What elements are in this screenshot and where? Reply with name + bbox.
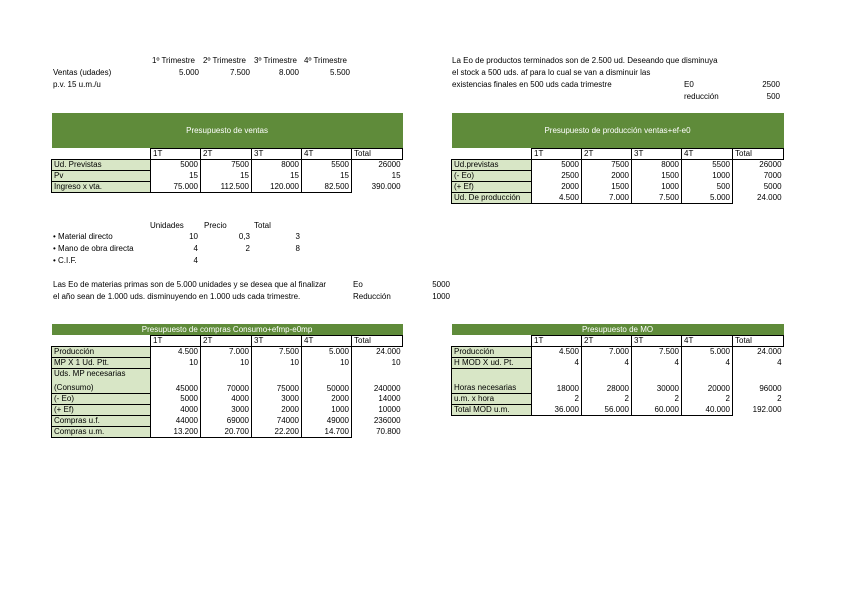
sales-cell: 75.000 [151, 182, 201, 193]
mp-reduction-value: 1000 [432, 292, 450, 301]
purch-cell: 44000 [151, 416, 201, 427]
purch-cell [302, 369, 352, 380]
purch-cell: 13.200 [151, 427, 201, 438]
mo-cell: 4.500 [532, 347, 582, 358]
purch-hdr-2t: 2T [201, 336, 252, 347]
mo-cell: 28000 [582, 379, 632, 394]
purch-cell: 1000 [302, 405, 352, 416]
purch-cell: 10 [151, 358, 201, 369]
mo-hdr-4t: 4T [682, 336, 733, 347]
prod-cell: 8000 [632, 160, 682, 171]
cost-price: 0,3 [238, 232, 250, 241]
prod-cell: 1000 [682, 171, 733, 182]
prod-cell: 2000 [532, 182, 582, 193]
purch-cell: 75000 [252, 379, 302, 394]
prod-cell-total: 7000 [763, 171, 782, 180]
mo-cell: 4 [682, 358, 733, 369]
prod-cell: 7.500 [632, 193, 682, 204]
mo-cell: 20000 [682, 379, 733, 394]
mo-cell: 2 [632, 394, 682, 405]
purch-cell: 5.000 [302, 347, 352, 358]
purch-cell: 20.700 [201, 427, 252, 438]
cost-item-label: Material directo [58, 232, 113, 241]
purch-cell: 45000 [151, 379, 201, 394]
quarter-header-3: 3º Trimestre [254, 56, 297, 65]
purch-cell: 10 [302, 358, 352, 369]
sales-hdr-4t: 4T [302, 149, 352, 160]
mo-budget-title: Presupuesto de MO [452, 324, 784, 336]
purch-cell-total [352, 369, 403, 380]
mo-cell: 4 [582, 358, 632, 369]
prod-cell: 5500 [682, 160, 733, 171]
mp-eo-label: Eo [353, 280, 363, 289]
purch-row-label: (- Eo) [52, 394, 151, 405]
cost-price: 2 [245, 244, 250, 253]
sales-cell: 15 [252, 171, 302, 182]
cost-hdr-total: Total [254, 221, 271, 230]
purch-cell-total: 14000 [378, 394, 401, 403]
cost-units: 4 [193, 244, 198, 253]
prod-cell-total: 5000 [763, 182, 782, 191]
purch-cell: 14.700 [302, 427, 352, 438]
mo-budget-table [451, 324, 784, 416]
mo-cell: 18000 [532, 379, 582, 394]
mo-cell: 7.500 [632, 347, 682, 358]
purch-cell [151, 369, 201, 380]
quarter-header-2: 2º Trimestre [203, 56, 246, 65]
purch-cell-total: 240000 [373, 383, 401, 393]
sales-units-q3: 8.000 [278, 68, 299, 77]
prod-cell: 5.000 [682, 193, 733, 204]
sales-cell: 82.500 [302, 182, 352, 193]
sales-row-label: Ingreso x vta. [52, 182, 151, 193]
purch-row-label: MP X 1 Ud. Ptt. [52, 358, 151, 369]
note-line-1: La Eo de productos terminados son de 2.500 ud. Deseando que disminuya [452, 56, 718, 65]
purch-hdr-total: Total [352, 336, 403, 347]
purch-cell-total: 24.000 [376, 347, 401, 357]
production-budget-title: Presupuesto de producción ventas+ef-e0 [452, 113, 784, 149]
purch-cell-total: 70.800 [376, 427, 401, 436]
mo-cell-total: 2 [777, 394, 782, 403]
mo-cell-total: 96000 [759, 383, 782, 393]
purch-cell [252, 369, 302, 380]
quarter-header-4: 4º Trimestre [304, 56, 347, 65]
mo-hdr-2t: 2T [582, 336, 632, 347]
mo-cell: 56.000 [582, 405, 632, 416]
prod-cell: 4.500 [532, 193, 582, 204]
sales-hdr-total: Total [352, 149, 403, 160]
purch-cell: 5000 [151, 394, 201, 405]
sales-cell: 15 [151, 171, 201, 182]
quarter-header-1: 1º Trimestre [152, 56, 195, 65]
mo-hdr-1t: 1T [532, 336, 582, 347]
purch-cell: 4000 [201, 394, 252, 405]
purch-row-label: Compras u.m. [52, 427, 151, 438]
production-budget-table [451, 113, 784, 204]
mo-cell: 60.000 [632, 405, 682, 416]
prod-cell: 2000 [582, 171, 632, 182]
sales-cell-total: 15 [391, 171, 401, 180]
prod-cell-total: 24.000 [757, 193, 782, 202]
purch-cell: 4.500 [151, 347, 201, 358]
sales-hdr-3t: 3T [252, 149, 302, 160]
mo-cell-total [733, 369, 784, 380]
mo-cell: 2 [582, 394, 632, 405]
sales-cell: 120.000 [252, 182, 302, 193]
cost-item: • C.I.F. [53, 256, 77, 265]
sales-units-label: Ventas (udades) [53, 68, 112, 77]
mp-eo-value: 5000 [432, 280, 450, 289]
mo-cell: 36.000 [532, 405, 582, 416]
sales-cell: 15 [302, 171, 352, 182]
mo-cell: 2 [532, 394, 582, 405]
purch-cell: 10 [201, 358, 252, 369]
mo-cell [632, 369, 682, 380]
purch-cell: 22.200 [252, 427, 302, 438]
prod-hdr-4t: 4T [682, 149, 733, 160]
mo-row-label: Total MOD u.m. [452, 405, 532, 416]
cost-item-label: Mano de obra directa [58, 244, 134, 253]
purch-cell: 70000 [201, 379, 252, 394]
purch-cell: 49000 [302, 416, 352, 427]
purch-cell: 69000 [201, 416, 252, 427]
e0-label: E0 [684, 80, 694, 89]
prod-row-label: Ud. De producción [452, 193, 532, 204]
prod-cell-total: 26000 [759, 160, 782, 170]
purch-cell-total: 10 [391, 358, 401, 367]
mo-cell: 4 [632, 358, 682, 369]
prod-cell: 1500 [632, 171, 682, 182]
mp-note-line-1: Las Eo de materias primas son de 5.000 unidades y se desea que al finalizar [53, 280, 327, 289]
purch-hdr-1t: 1T [151, 336, 201, 347]
mo-cell: 4 [532, 358, 582, 369]
reduction-value: 500 [766, 92, 780, 101]
prod-row-label: Ud.previstas [452, 160, 532, 171]
price-label: p.v. 15 u.m./u [53, 80, 101, 89]
purch-row-label: (+ Ef) [52, 405, 151, 416]
purch-cell-total: 10000 [378, 405, 401, 414]
mo-row-label: H MOD X ud. Pt. [452, 358, 532, 369]
cost-item: • Mano de obra directa [53, 244, 134, 253]
sales-cell: 5000 [151, 160, 201, 171]
note-line-2: el stock a 500 uds. af para lo cual se van a disminuir las [452, 68, 651, 77]
prod-hdr-total: Total [733, 149, 784, 160]
cost-item-label: C.I.F. [58, 256, 77, 265]
purch-cell: 50000 [302, 379, 352, 394]
cost-total: 8 [295, 244, 300, 253]
sales-units-q2: 7.500 [229, 68, 250, 77]
purch-row-label: Producción [52, 347, 151, 358]
prod-row-label: (+ Ef) [452, 182, 532, 193]
purch-hdr-3t: 3T [252, 336, 302, 347]
sales-units-q1: 5.000 [178, 68, 199, 77]
prod-cell: 7.000 [582, 193, 632, 204]
purch-cell: 2000 [252, 405, 302, 416]
prod-cell: 2500 [532, 171, 582, 182]
sales-cell: 7500 [201, 160, 252, 171]
sales-budget-table [51, 113, 403, 193]
mp-note-line-2: el año sean de 1.000 uds. disminuyendo en 1.000 uds cada trimestre. [53, 292, 301, 301]
prod-cell: 1500 [582, 182, 632, 193]
mo-cell: 5.000 [682, 347, 733, 358]
purchases-budget-table [51, 324, 403, 438]
mo-cell [682, 369, 733, 380]
purch-hdr-4t: 4T [302, 336, 352, 347]
sales-budget-title: Presupuesto de ventas [52, 113, 403, 149]
cost-hdr-price: Precio [204, 221, 227, 230]
mo-cell: 7.000 [582, 347, 632, 358]
mo-cell: 30000 [632, 379, 682, 394]
sales-cell: 15 [201, 171, 252, 182]
sales-hdr-1t: 1T [151, 149, 201, 160]
sales-cell: 8000 [252, 160, 302, 171]
mo-cell-total: 192.000 [752, 405, 782, 414]
mo-cell [582, 369, 632, 380]
cost-item: • Material directo [53, 232, 113, 241]
purch-cell: 7.000 [201, 347, 252, 358]
purch-row-label: Compras u.f. [52, 416, 151, 427]
purchases-budget-title: Presupuesto de compras Consumo+efmp-e0mp [52, 324, 403, 336]
prod-cell: 5000 [532, 160, 582, 171]
sales-cell: 112.500 [201, 182, 252, 193]
mo-cell [532, 369, 582, 380]
prod-hdr-1t: 1T [532, 149, 582, 160]
sales-cell-total: 26000 [378, 160, 401, 170]
sales-row-label: Ud. Previstas [52, 160, 151, 171]
purch-cell: 3000 [252, 394, 302, 405]
prod-hdr-3t: 3T [632, 149, 682, 160]
mo-cell-total: 4 [777, 358, 782, 367]
prod-hdr-2t: 2T [582, 149, 632, 160]
reduction-label: reducción [684, 92, 719, 101]
mo-cell-total: 24.000 [757, 347, 782, 357]
mp-reduction-label: Reducción [353, 292, 391, 301]
mo-hdr-total: Total [733, 336, 784, 347]
mo-cell: 2 [682, 394, 733, 405]
purch-cell: 4000 [151, 405, 201, 416]
purch-cell: 10 [252, 358, 302, 369]
prod-row-label: (- Eo) [452, 171, 532, 182]
cost-units: 4 [193, 256, 198, 265]
purch-cell: 7.500 [252, 347, 302, 358]
cost-total: 3 [295, 232, 300, 241]
cost-hdr-units: Unidades [150, 221, 184, 230]
note-line-3: existencias finales en 500 uds cada trimestre [452, 80, 612, 89]
prod-cell: 1000 [632, 182, 682, 193]
mo-row-label: u.m. x hora [452, 394, 532, 405]
sales-cell: 5500 [302, 160, 352, 171]
purch-row-label: (Consumo) [52, 379, 151, 394]
sales-row-label: Pv [52, 171, 151, 182]
prod-cell: 500 [682, 182, 733, 193]
purch-cell: 2000 [302, 394, 352, 405]
e0-value: 2500 [762, 80, 780, 89]
purch-cell-total: 236000 [373, 416, 401, 425]
purch-cell [201, 369, 252, 380]
mo-row-label: Producción [452, 347, 532, 358]
mo-hdr-3t: 3T [632, 336, 682, 347]
purch-cell: 74000 [252, 416, 302, 427]
prod-cell: 7500 [582, 160, 632, 171]
mo-row-label: Horas necesarias [452, 379, 532, 394]
sales-units-q4: 5.500 [329, 68, 350, 77]
sales-cell-total: 390.000 [371, 182, 401, 191]
sales-hdr-2t: 2T [201, 149, 252, 160]
cost-units: 10 [189, 232, 198, 241]
mo-row-label [452, 369, 532, 380]
mo-cell: 40.000 [682, 405, 733, 416]
purch-cell: 3000 [201, 405, 252, 416]
purch-row-label: Uds. MP necesarias [52, 369, 151, 380]
